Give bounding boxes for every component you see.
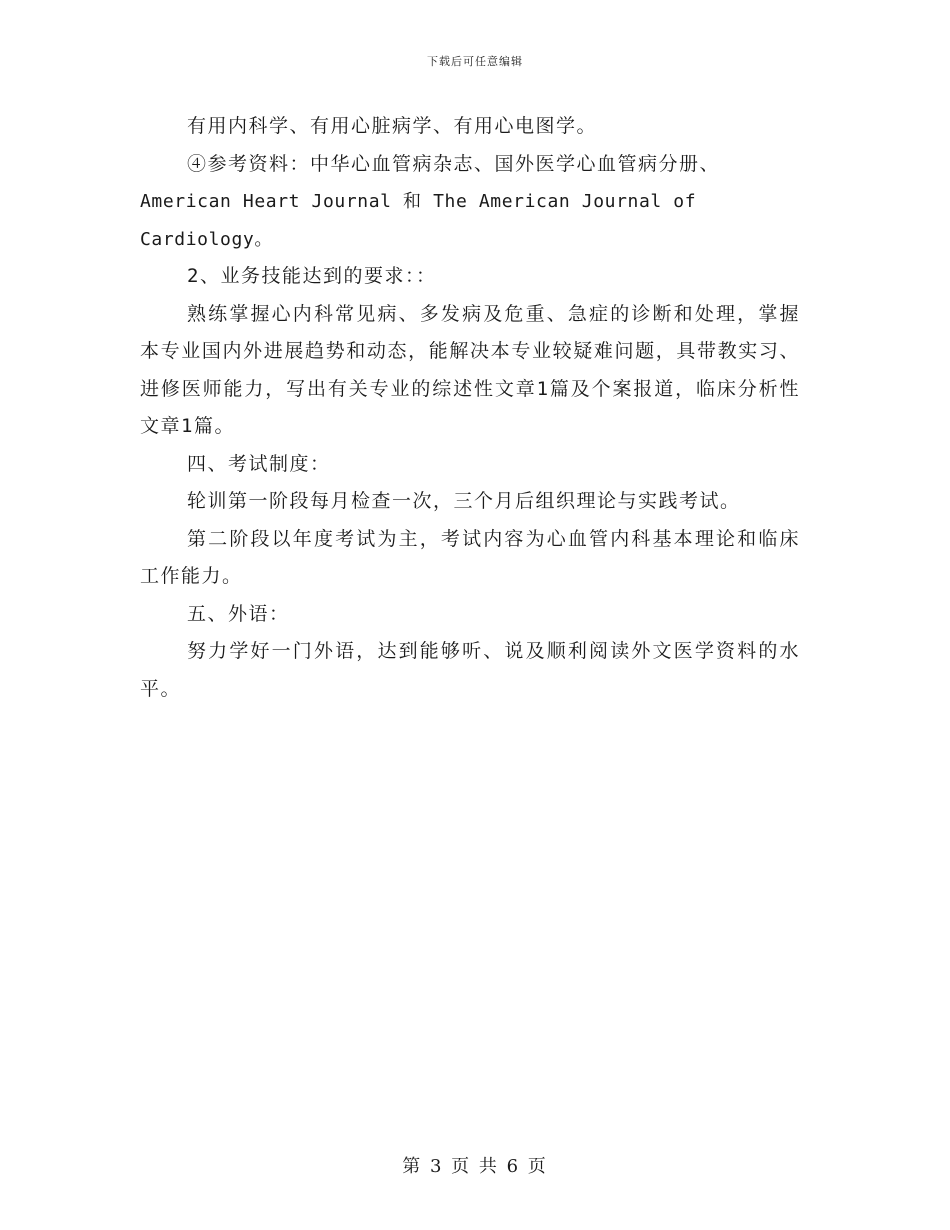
paragraph-references-journals: American Heart Journal 和 The American Journal of: [140, 191, 697, 212]
paragraph-foreign-language: 努力学好一门外语，达到能够听、说及顺利阅读外文医学资料的水平。: [140, 640, 800, 700]
page-number-footer: 第 3 页 共 6 页: [402, 1156, 548, 1177]
paragraph-exam-stage-two: 第二阶段以年度考试为主，考试内容为心血管内科基本理论和临床工作能力。: [140, 527, 800, 587]
section-heading-exam-system: 四、考试制度：: [187, 452, 331, 475]
section-heading-foreign-language: 五、外语：: [187, 602, 290, 625]
section-heading-skill-requirements: 2、业务技能达到的要求：：: [187, 265, 437, 287]
paragraph-practical-textbooks: 有用内科学、有用心脏病学、有用心电图学。: [187, 115, 598, 137]
document-body: [140, 108, 800, 708]
paragraph-references-cardiology: Cardiology。: [140, 228, 273, 250]
paragraph-skill-requirements: 熟练掌握心内科常见病、多发病及危重、急症的诊断和处理，掌握本专业国内外进展趋势和动态，能解决本专业较疑难问题，具带教实习、进修医师能力，写出有关专业的综述性文章1篇及个案报道，临床分析性文章1篇。: [140, 302, 800, 437]
paragraph-references-heading: ④参考资料：中华心血管病杂志、国外医学心血管病分册、: [187, 152, 721, 175]
page-header-note: 下载后可任意编辑: [427, 55, 523, 68]
paragraph-exam-stage-one: 轮训第一阶段每月检查一次，三个月后组织理论与实践考试。: [187, 490, 741, 512]
